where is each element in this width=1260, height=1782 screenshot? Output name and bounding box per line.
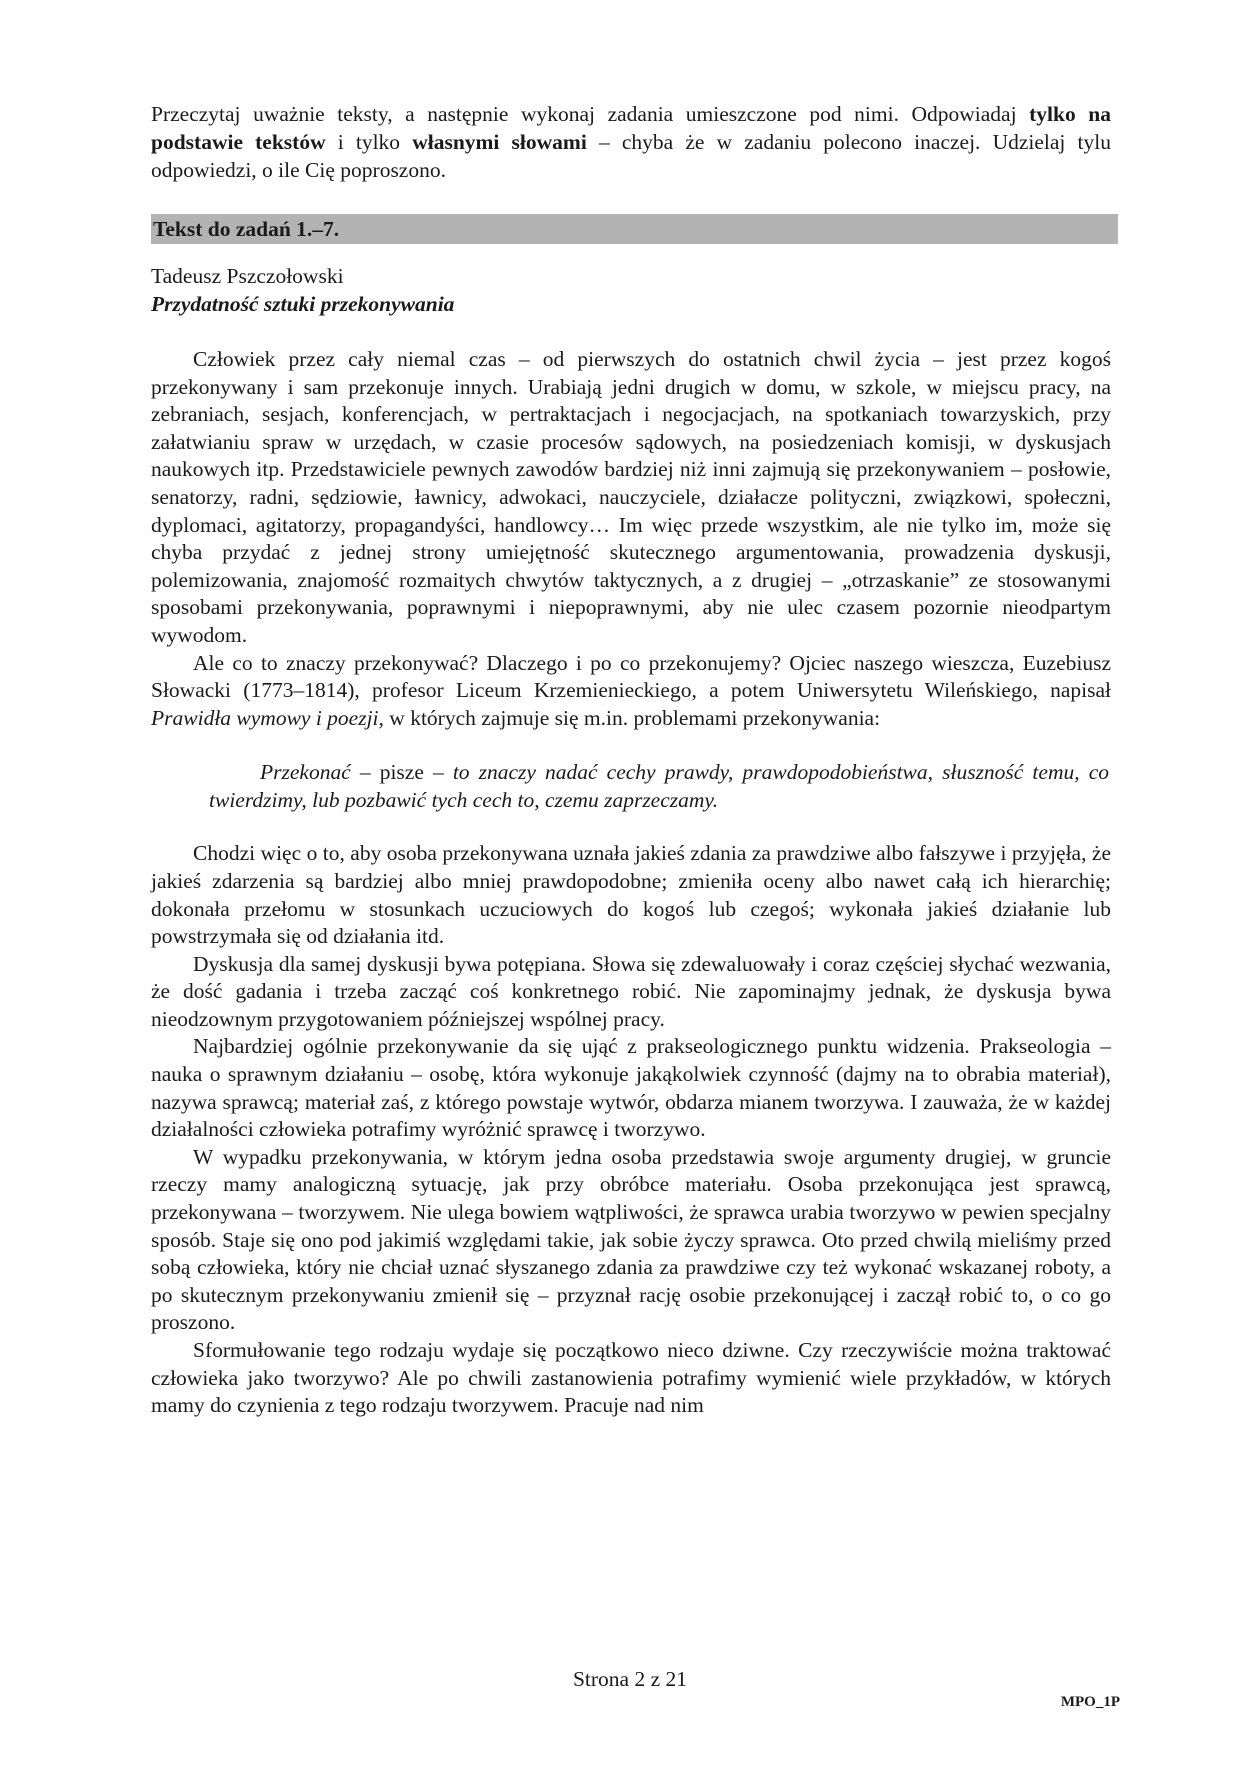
paragraph-text: , w których zajmuje się m.in. problemami przekonywania: <box>378 705 881 730</box>
quote-attribution: – pisze – <box>350 760 453 785</box>
block-quote <box>209 758 1109 814</box>
paragraph: Najbardziej ogólnie przekonywanie da się ująć z prakseologicznego punktu widzenia. Prakseologia – nauka o sprawnym działaniu – osobę, która wykonuje jakąkolwiek czynność (dajmy na to obrabia materiał), nazywa sprawcą; materiał zaś, z którego powstaje wytwór, obdarza mianem tworzywa. I zauważa, że w każdej działalności człowieka potrafimy wyróżnić sprawcę i tworzywo. <box>151 1034 1111 1142</box>
instructions-text: i tylko <box>325 130 413 154</box>
section-header: Tekst do zadań 1.–7. <box>151 214 1118 244</box>
paragraph: Chodzi więc o to, aby osoba przekonywana uznała jakieś zdania za prawdziwe albo fałszywe i przyjęła, że jakieś zdarzenia są bardziej albo mniej prawdopodobne; zmieniła oceny albo nawet całą ich hierarchię; dokonała przełomu w stosunkach uczuciowych do kogoś lub czegoś; wykonała jakieś działanie lub powstrzymała się od działania itd. <box>151 841 1111 949</box>
article-body <box>151 346 1111 1420</box>
page-number: Strona 2 z 21 <box>572 1667 688 1691</box>
article-title: Przydatność sztuki przekonywania <box>151 292 455 316</box>
paragraph: Dyskusja dla samej dyskusji bywa potępiana. Słowa się zdewaluowały i coraz częściej słychać wezwania, że dość gadania i trzeba zacząć coś konkretnego robić. Nie zapominajmy jednak, że dyskusja bywa nieodzownym przygotowaniem późniejszej wspólnej pracy. <box>151 951 1111 1031</box>
page-content <box>151 100 1111 1420</box>
book-title: Prawidła wymowy i poezji <box>151 705 379 730</box>
paragraph-text: Ale co to znaczy przekonywać? Dlaczego i po co przekonujemy? Ojciec naszego wieszcza, Euzebiusz Słowacki (1773–1814), profesor Liceum Krzemienieckiego, a potem Uniwersytetu Wileńskiego, napisał <box>151 650 1111 703</box>
exam-code: MPO_1P <box>1060 1694 1120 1710</box>
paragraph <box>151 650 1111 733</box>
paragraph: Człowiek przez cały niemal czas – od pierwszych do ostatnich chwil życia – jest przez kogoś przekonywany i sam przekonuje innych. Urabiają jedni drugich w domu, w szkole, w miejscu pracy, na zebraniach, sesjach, konferencjach, w pertraktacjach i negocjacjach, na spotkaniach towarzyskich, przy załatwianiu spraw w urzędach, w czasie procesów sądowych, na posiedzeniach komisji, w dyskusjach naukowych itp. Przedstawiciele pewnych zawodów bardziej niż inni zajmują się przekonywaniem – posłowie, senatorzy, radni, sędziowie, ławnicy, adwokaci, nauczyciele, działacze polityczni, związkowi, społeczni, dyplomaci, agitatorzy, propagandyści, handlowcy… Im więc przede wszystkim, ale nie tylko im, może się chyba przydać z jednej strony umiejętność skutecznego argumentowania, prowadzenia dyskusji, polemizowania, znajomość rozmaitych chwytów taktycznych, a z drugiej – „otrzaskanie” ze stosowanymi sposobami przekonywania, poprawnymi i niepoprawnymi, aby nie ulec czasem pozornie nieodpartym wywodom. <box>151 347 1111 647</box>
instructions-text: Przeczytaj uważnie teksty, a następnie wykonaj zadania umieszczone pod nimi. Odpowiadaj <box>151 102 1030 126</box>
quote-text: to znaczy nadać cechy prawdy, prawdopodobieństwa, słuszność temu, co twierdzimy, lub pozbawić tych cech to, czemu zaprzeczamy. <box>209 760 1109 813</box>
instructions-text: – chyba że w zadaniu polecono inaczej. Udzielaj tylu odpowiedzi, o ile Cię poproszono. <box>151 130 1111 182</box>
instructions <box>151 100 1111 184</box>
paragraph: Sformułowanie tego rodzaju wydaje się początkowo nieco dziwne. Czy rzeczywiście można traktować człowieka jako tworzywo? Ale po chwili zastanowienia potrafimy wymienić wiele przykładów, w których mamy do czynienia z tego rodzaju tworzywem. Pracuje nad nim <box>151 1338 1111 1418</box>
paragraph: W wypadku przekonywania, w którym jedna osoba przedstawia swoje argumenty drugiej, w gruncie rzeczy mamy analogiczną sytuację, jak przy obróbce materiału. Osoba przekonująca jest sprawcą, przekonywana – tworzywem. Nie ulega bowiem wątpliwości, że sprawca urabia tworzywo w pewien specjalny sposób. Staje się ono pod jakimiś względami takie, jak sobie życzy sprawca. Oto przed chwilą mieliśmy przed sobą człowieka, który nie chciał uznać słyszanego zdania za prawdziwe czy też wykonać wskazanej roboty, a po skutecznym przekonywaniu zmienił się – przyznał rację osobie przekonującej i zaczął robić to, o co go proszono. <box>151 1144 1111 1335</box>
article-author: Tadeusz Pszczołowski <box>151 264 344 288</box>
quote-term: Przekonać <box>260 760 351 785</box>
instructions-bold-own-words: własnymi słowami <box>412 130 587 154</box>
instructions-bold-texts: tylko na podstawie tekstów <box>151 102 1111 154</box>
